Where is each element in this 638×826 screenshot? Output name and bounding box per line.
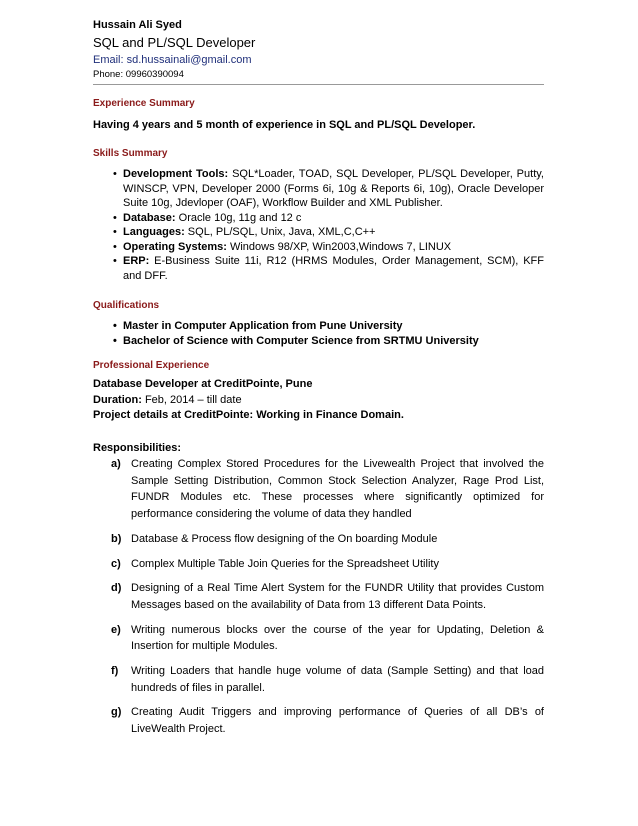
item-marker: a) bbox=[111, 458, 121, 470]
project-line: Project details at CreditPointe: Working in Finance Domain. bbox=[93, 409, 404, 421]
position-line: Database Developer at CreditPointe, Pune bbox=[93, 378, 313, 390]
name-heading: Hussain Ali Syed bbox=[93, 19, 182, 31]
responsibility-text: Database & Process flow designing of the On boarding Module bbox=[131, 532, 438, 545]
list-item bbox=[93, 319, 544, 334]
bullet-icon: • bbox=[113, 334, 117, 347]
list-item bbox=[93, 531, 544, 548]
skill-text: Oracle 10g, 11g and 12 c bbox=[178, 211, 302, 224]
experience-summary-title: Experience Summary bbox=[93, 98, 195, 109]
skill-text: SQL, PL/SQL, Unix, Java, XML,C,C++ bbox=[187, 226, 376, 238]
responsibilities-list bbox=[93, 456, 544, 738]
item-marker: g) bbox=[111, 706, 122, 719]
qualifications-title: Qualifications bbox=[93, 300, 160, 311]
responsibility-text: Creating Audit Triggers and improving performance of Queries of all DB’s of LiveWealth Project. bbox=[131, 706, 544, 736]
resume-page bbox=[93, 18, 544, 738]
duration-line bbox=[93, 393, 544, 409]
skill-label: Database: bbox=[123, 211, 176, 224]
skill-label: Languages: bbox=[123, 226, 185, 238]
list-item bbox=[93, 254, 544, 283]
item-marker: f) bbox=[111, 665, 119, 678]
role-title: SQL and PL/SQL Developer bbox=[93, 35, 256, 50]
duration-label: Duration: bbox=[93, 393, 142, 406]
list-item bbox=[93, 225, 544, 240]
responsibility-text: Writing Loaders that handle huge volume of data (Sample Setting) and that load hundreds of files in parallel. bbox=[131, 665, 544, 694]
skill-label: Operating Systems: bbox=[123, 240, 227, 253]
phone-line: Phone: 09960390094 bbox=[93, 69, 184, 80]
responsibility-text: Complex Multiple Table Join Queries for the Spreadsheet Utility bbox=[131, 557, 439, 570]
list-item bbox=[93, 456, 544, 523]
item-marker: c) bbox=[111, 557, 121, 570]
qualifications-list bbox=[93, 319, 544, 348]
list-item bbox=[93, 580, 544, 613]
responsibility-text: Designing of a Real Time Alert System for the FUNDR Utility that provides Custom Messages based on the availability of Data from 13 different Data Points. bbox=[131, 582, 544, 611]
skill-text: E-Business Suite 11i, R12 (HRMS Modules, Order Management, SCM), KFF and DFF. bbox=[123, 255, 544, 282]
bullet-icon: • bbox=[113, 211, 117, 224]
list-item bbox=[93, 211, 544, 226]
skill-label: ERP: bbox=[123, 255, 150, 267]
experience-summary-text: Having 4 years and 5 month of experience in SQL and PL/SQL Developer. bbox=[93, 119, 476, 131]
item-marker: e) bbox=[111, 623, 121, 636]
skills-list bbox=[93, 167, 544, 283]
list-item bbox=[93, 663, 544, 696]
email-line: Email: sd.hussainali@gmail.com bbox=[93, 54, 252, 66]
professional-experience-title: Professional Experience bbox=[93, 360, 210, 371]
responsibility-text: Creating Complex Stored Procedures for the Livewealth Project that involved the Sample Setting Distribution, Common Stock Selection Analyzer, Rage Prod List, FUNDR Modules etc. These processes where significantly optimized for performance considering the volume of data they handled bbox=[131, 458, 544, 521]
bullet-icon: • bbox=[113, 320, 117, 332]
responsibilities-title: Responsibilities: bbox=[93, 441, 182, 454]
skill-text: Windows 98/XP, Win2003,Windows 7, LINUX bbox=[229, 240, 452, 253]
responsibility-text: Writing numerous blocks over the course of the year for Updating, Deletion & Insertion for multiple Modules. bbox=[131, 623, 544, 653]
list-item bbox=[93, 556, 544, 573]
list-item bbox=[93, 334, 544, 349]
item-marker: d) bbox=[111, 582, 122, 595]
item-marker: b) bbox=[111, 532, 122, 545]
skill-text: SQL*Loader, TOAD, SQL Developer, PL/SQL Developer, Putty, WINSCP, VPN, Developer 2000 (Forms 6i, 10g & Reports 6i, 10g), Oracle Developer Suite 10g, Jdevloper (OAF), Workflow Builder and XML Publisher. bbox=[123, 168, 544, 209]
duration-value: Feb, 2014 – till date bbox=[144, 393, 242, 406]
bullet-icon: • bbox=[113, 226, 117, 238]
qualification-text: Bachelor of Science with Computer Science from SRTMU University bbox=[123, 334, 479, 347]
qualification-text: Master in Computer Application from Pune University bbox=[123, 320, 403, 332]
skill-label: Development Tools: bbox=[123, 168, 229, 180]
list-item bbox=[93, 622, 544, 655]
bullet-icon: • bbox=[113, 168, 117, 180]
list-item bbox=[93, 167, 544, 211]
list-item bbox=[93, 240, 544, 255]
skills-summary-title: Skills Summary bbox=[93, 148, 168, 159]
list-item bbox=[93, 704, 544, 737]
bullet-icon: • bbox=[113, 255, 117, 267]
bullet-icon: • bbox=[113, 240, 117, 253]
